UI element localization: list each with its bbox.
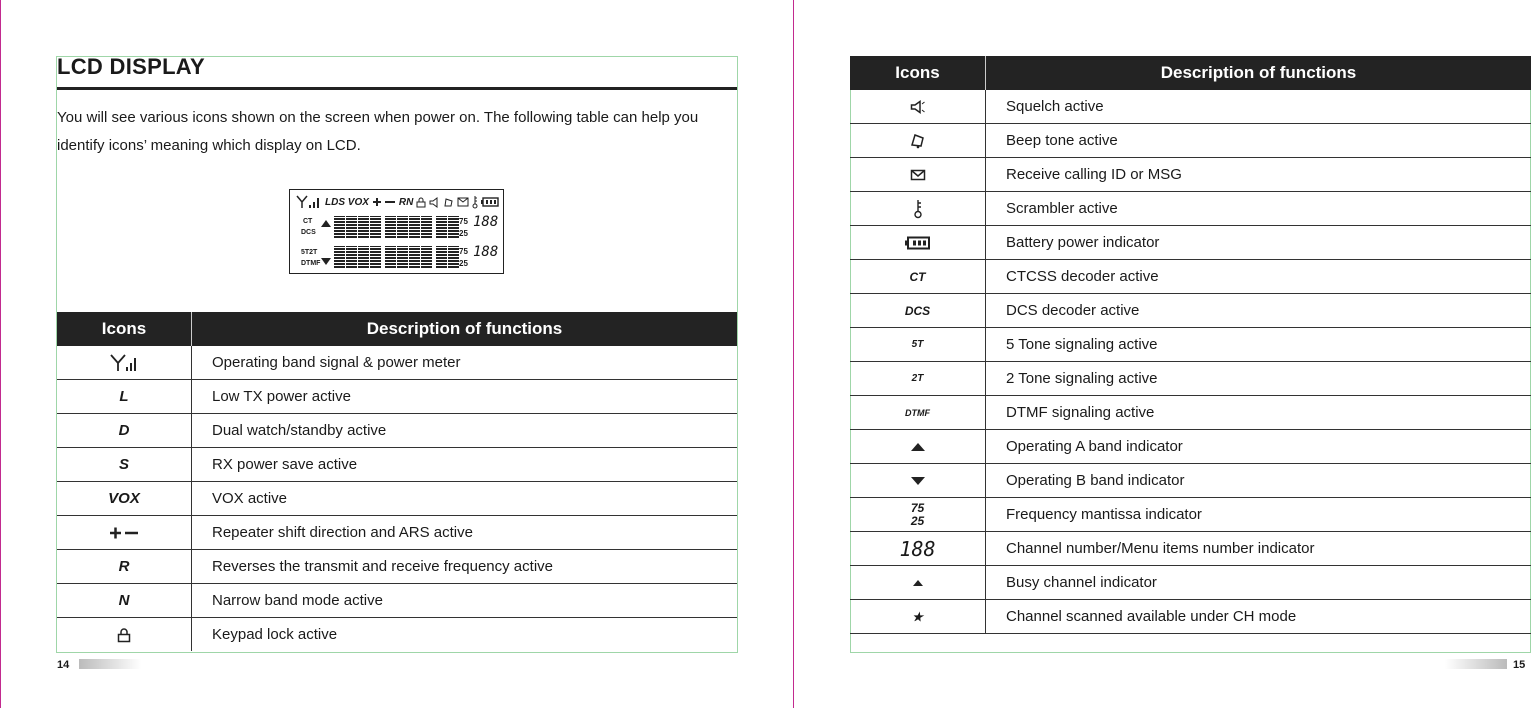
signal-meter-icon — [296, 195, 322, 209]
icon-cell — [57, 618, 192, 652]
bell-icon — [910, 133, 926, 149]
table-row — [850, 464, 1531, 498]
table-row — [850, 532, 1531, 566]
description-cell: VOX active — [192, 482, 738, 516]
plus-minus-icon — [372, 197, 396, 207]
right-icon-table — [850, 56, 1531, 634]
table-row — [850, 362, 1531, 396]
description-cell: Dual watch/standby active — [192, 414, 738, 448]
description-cell: Reverses the transmit and receive frequency active — [192, 550, 738, 584]
lcd-frequency-segments-a — [334, 216, 460, 238]
lcd-dtmf-label: DTMF — [301, 260, 321, 267]
icon-cell — [850, 430, 986, 464]
icon-cell — [57, 346, 192, 380]
icon-cell: S — [57, 448, 192, 482]
lcd-channel-a: 188 — [473, 214, 499, 230]
description-cell: Scrambler active — [986, 192, 1531, 226]
icon-cell: 2T — [850, 362, 986, 396]
table-row — [57, 346, 737, 380]
description-cell: Repeater shift direction and ARS active — [192, 516, 738, 550]
icon-cell — [850, 226, 986, 260]
table-row — [850, 396, 1531, 430]
battery-icon — [481, 197, 499, 207]
description-cell: Operating B band indicator — [986, 464, 1531, 498]
page-bar-right — [1445, 659, 1507, 669]
description-cell: Channel number/Menu items number indicator — [986, 532, 1531, 566]
lcd-mantissa-a-bottom: 25 — [459, 229, 468, 238]
scrambler-icon — [472, 195, 478, 209]
speaker-icon — [429, 197, 440, 208]
intro-text: You will see various icons shown on the screen when power on. The following table can help you identify icons’ meaning which display on LCD. — [57, 109, 699, 154]
lcd-ct-label: CT — [303, 218, 313, 225]
band-b-triangle-icon — [321, 258, 331, 265]
table-row — [850, 90, 1531, 124]
icon-cell — [850, 498, 986, 532]
table-row — [850, 260, 1531, 294]
table-row — [850, 328, 1531, 362]
envelope-icon — [457, 197, 469, 207]
lcd-mantissa-b-top: 75 — [459, 247, 468, 256]
table-row — [850, 294, 1531, 328]
header-icons: Icons — [850, 56, 986, 90]
icon-cell: D — [57, 414, 192, 448]
table-row — [57, 618, 737, 652]
lcd-display-illustration — [289, 189, 504, 274]
icon-cell: R — [57, 550, 192, 584]
envelope-icon — [910, 169, 926, 181]
icon-cell — [850, 566, 986, 600]
lcd-channel-b: 188 — [473, 244, 499, 260]
icon-cell — [57, 516, 192, 550]
title-rule — [57, 87, 737, 90]
header-description: Description of functions — [986, 56, 1531, 90]
lcd-mantissa-a-top: 75 — [459, 217, 468, 226]
icon-cell: 5T — [850, 328, 986, 362]
icon-cell: CT — [850, 260, 986, 294]
lock-icon — [117, 628, 131, 643]
icon-cell — [850, 158, 986, 192]
table-row — [850, 566, 1531, 600]
table-header — [57, 312, 737, 346]
trim-line-center — [793, 0, 794, 708]
trim-line-left — [0, 0, 1, 708]
icon-cell: 188 — [850, 532, 986, 566]
description-cell: DCS decoder active — [986, 294, 1531, 328]
description-cell: Squelch active — [986, 90, 1531, 124]
triangle-up-icon — [910, 442, 926, 452]
table-row — [57, 584, 737, 618]
description-cell: Narrow band mode active — [192, 584, 738, 618]
battery-icon — [905, 236, 931, 250]
star-icon: ★ — [850, 600, 986, 634]
signal-meter-icon — [109, 353, 139, 373]
table-row — [850, 226, 1531, 260]
description-cell: CTCSS decoder active — [986, 260, 1531, 294]
description-cell: Operating band signal & power meter — [192, 346, 738, 380]
lcd-rn-letters: RN — [398, 196, 414, 208]
icon-cell — [850, 192, 986, 226]
description-cell: Busy channel indicator — [986, 566, 1531, 600]
icon-cell: L — [57, 380, 192, 414]
icon-cell — [850, 90, 986, 124]
description-cell: Receive calling ID or MSG — [986, 158, 1531, 192]
page-number-right: 15 — [1513, 659, 1526, 671]
lcd-dcs-label: DCS — [301, 229, 316, 236]
small-triangle-icon — [912, 579, 924, 587]
description-cell: 5 Tone signaling active — [986, 328, 1531, 362]
description-cell: Beep tone active — [986, 124, 1531, 158]
page-title: LCD DISPLAY — [57, 54, 205, 79]
icon-cell: N — [57, 584, 192, 618]
bell-icon — [443, 197, 454, 208]
table-row — [57, 482, 737, 516]
speaker-icon — [910, 100, 926, 114]
table-row — [850, 600, 1531, 634]
description-cell: Channel scanned available under CH mode — [986, 600, 1531, 634]
description-cell: Frequency mantissa indicator — [986, 498, 1531, 532]
lcd-mantissa-b-bottom: 25 — [459, 259, 468, 268]
icon-cell: DTMF — [850, 396, 986, 430]
table-row — [850, 124, 1531, 158]
table-row — [57, 380, 737, 414]
page-bar-left — [79, 659, 141, 669]
header-icons: Icons — [57, 312, 192, 346]
table-row — [57, 414, 737, 448]
description-cell: RX power save active — [192, 448, 738, 482]
scrambler-icon — [913, 199, 923, 219]
table-row — [57, 550, 737, 584]
band-a-triangle-icon — [321, 220, 331, 227]
icon-cell — [850, 464, 986, 498]
left-icon-table — [57, 312, 737, 651]
mantissa-label: 75 25 — [910, 500, 925, 528]
table-row — [850, 498, 1531, 532]
description-cell: 2 Tone signaling active — [986, 362, 1531, 396]
lcd-tone-label: 5T2T — [301, 249, 318, 256]
description-cell: Keypad lock active — [212, 626, 338, 643]
header-description: Description of functions — [192, 312, 738, 346]
lcd-frequency-segments-b — [334, 246, 460, 268]
table-row — [850, 430, 1531, 464]
page-number-left: 14 — [57, 659, 70, 671]
table-row — [57, 516, 737, 550]
icon-cell — [850, 124, 986, 158]
lock-icon — [416, 197, 426, 208]
description-cell: Low TX power active — [192, 380, 738, 414]
icon-cell: DCS — [850, 294, 986, 328]
plus-minus-icon — [109, 526, 139, 540]
table-row — [850, 158, 1531, 192]
table-header — [850, 56, 1531, 90]
description-cell: Battery power indicator — [986, 226, 1531, 260]
table-row — [850, 192, 1531, 226]
triangle-down-icon — [910, 476, 926, 486]
icon-cell: VOX — [57, 482, 192, 516]
lcd-top-row — [296, 195, 499, 209]
description-cell: Operating A band indicator — [986, 430, 1531, 464]
lcd-mode-letters: LDS VOX — [325, 196, 369, 208]
table-row — [57, 448, 737, 482]
description-cell: DTMF signaling active — [986, 396, 1531, 430]
